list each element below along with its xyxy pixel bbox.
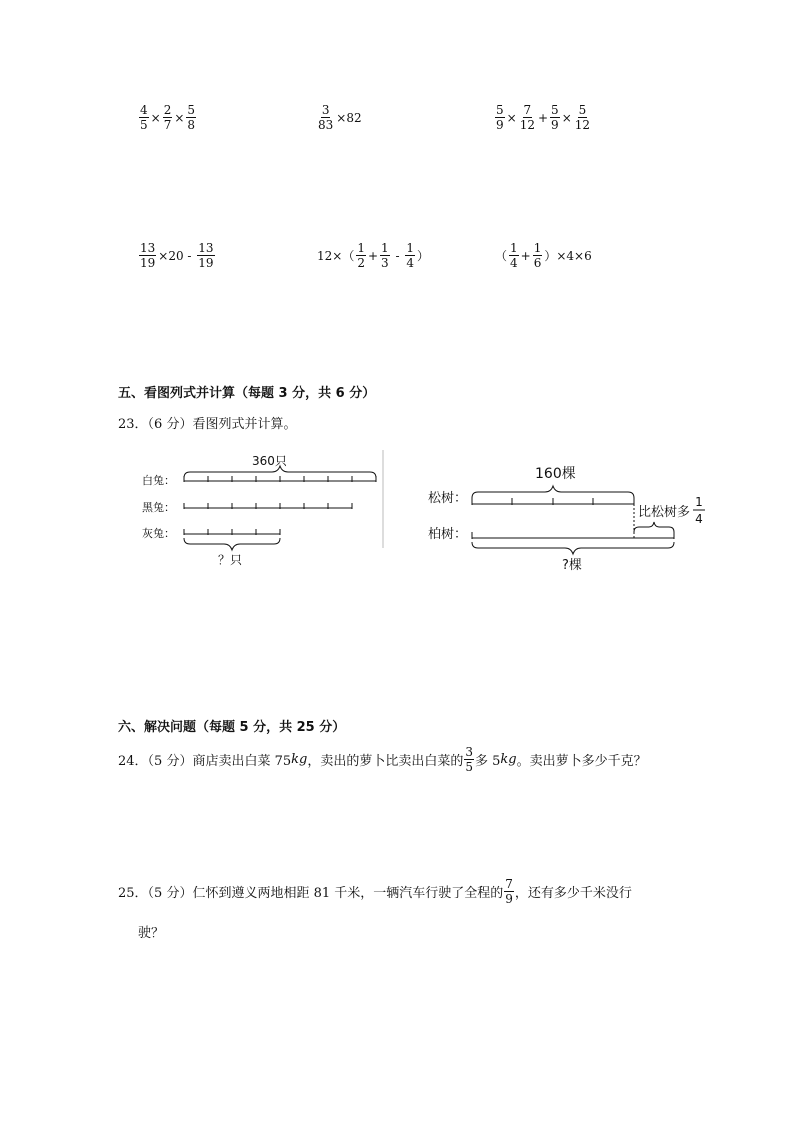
rabbit-total-label: 360只 <box>252 454 287 468</box>
row-label-pine: 松树： <box>428 491 468 506</box>
row-label-grey-rabbit: 灰兔： <box>142 527 175 540</box>
fraction: $\frac{5}{12}$ <box>574 103 591 132</box>
expression-3: $\frac{5}{9}$ × $\frac{7}{12}$ + $\frac{5}{9}$ × $\frac{5}{12}$ <box>496 103 591 132</box>
fraction: $\frac{5}{9}$ <box>496 103 504 132</box>
row-label-black-rabbit: 黑兔： <box>142 501 175 514</box>
question-25: 25．（5 分）仁怀到遵义两地相距 81 千米，一辆汽车行驶了全程的 $\frac{7}{9}$ ，还有多少千米没行 <box>118 877 632 906</box>
tree-question-label: ?棵 <box>562 558 582 573</box>
more-fraction-den: 4 <box>695 512 703 526</box>
row-label-white-rabbit: 白兔： <box>142 474 175 487</box>
pine-total-brace <box>472 486 634 498</box>
more-fraction-num: 1 <box>695 495 703 509</box>
expression-6: （ $\frac{1}{4}$ + $\frac{1}{6}$ ）×4×6 <box>495 241 592 270</box>
fraction: $\frac{7}{9}$ <box>505 877 513 906</box>
expression-1: $\frac{4}{5}$ × $\frac{2}{7}$ × $\frac{5}{8}$ <box>140 103 196 132</box>
expression-2: $\frac{3}{83}$ ×82 <box>318 103 362 132</box>
question-brace <box>184 538 280 550</box>
fraction: $\frac{3}{83}$ <box>318 103 334 132</box>
fraction: $\frac{1}{6}$ <box>533 241 542 270</box>
fraction: $\frac{7}{12}$ <box>519 103 535 132</box>
question-25-continued: 驶？ <box>138 926 165 941</box>
fraction: $\frac{13}{19}$ <box>140 241 156 270</box>
fraction: $\frac{1}{4}$ <box>406 241 414 270</box>
section-6-heading: 六、解决问题（每题 5 分，共 25 分） <box>118 720 346 735</box>
fraction: $\frac{1}{4}$ <box>510 241 518 270</box>
cypress-question-brace <box>472 542 674 554</box>
row-label-cypress: 柏树： <box>428 527 468 542</box>
fraction: $\frac{5}{9}$ <box>551 103 559 132</box>
fraction: $\frac{3}{5}$ <box>465 745 473 774</box>
expression-5: 12×（ $\frac{1}{2}$ + $\frac{1}{3}$ - $\frac{1}{4}$ ） <box>317 241 430 270</box>
rabbit-diagram <box>138 448 388 573</box>
tree-total-label: 160棵 <box>535 466 576 482</box>
fraction: $\frac{2}{7}$ <box>163 103 172 132</box>
fraction: $\frac{5}{8}$ <box>187 103 196 132</box>
expression-4: $\frac{13}{19}$ ×20 - $\frac{13}{19}$ <box>140 241 214 270</box>
fraction: $\frac{1}{2}$ <box>357 241 365 270</box>
question-23: 23．（6 分）看图列式并计算。 <box>118 417 297 432</box>
extra-brace <box>634 522 674 532</box>
fraction: $\frac{1}{3}$ <box>381 241 389 270</box>
section-5-heading: 五、看图列式并计算（每题 3 分，共 6 分） <box>118 386 376 401</box>
question-24: 24．（5 分）商店卖出白菜 75 kg ，卖出的萝卜比卖出白菜的 $\frac{3}{5}$ 多 5 kg 。卖出萝卜多少千克？ <box>118 745 647 774</box>
more-text: 比松树多 <box>638 505 691 520</box>
fraction: $\frac{13}{19}$ <box>198 241 214 270</box>
rabbit-question-label: ？只 <box>218 553 243 567</box>
tree-diagram <box>424 462 724 577</box>
fraction: $\frac{4}{5}$ <box>140 103 148 132</box>
